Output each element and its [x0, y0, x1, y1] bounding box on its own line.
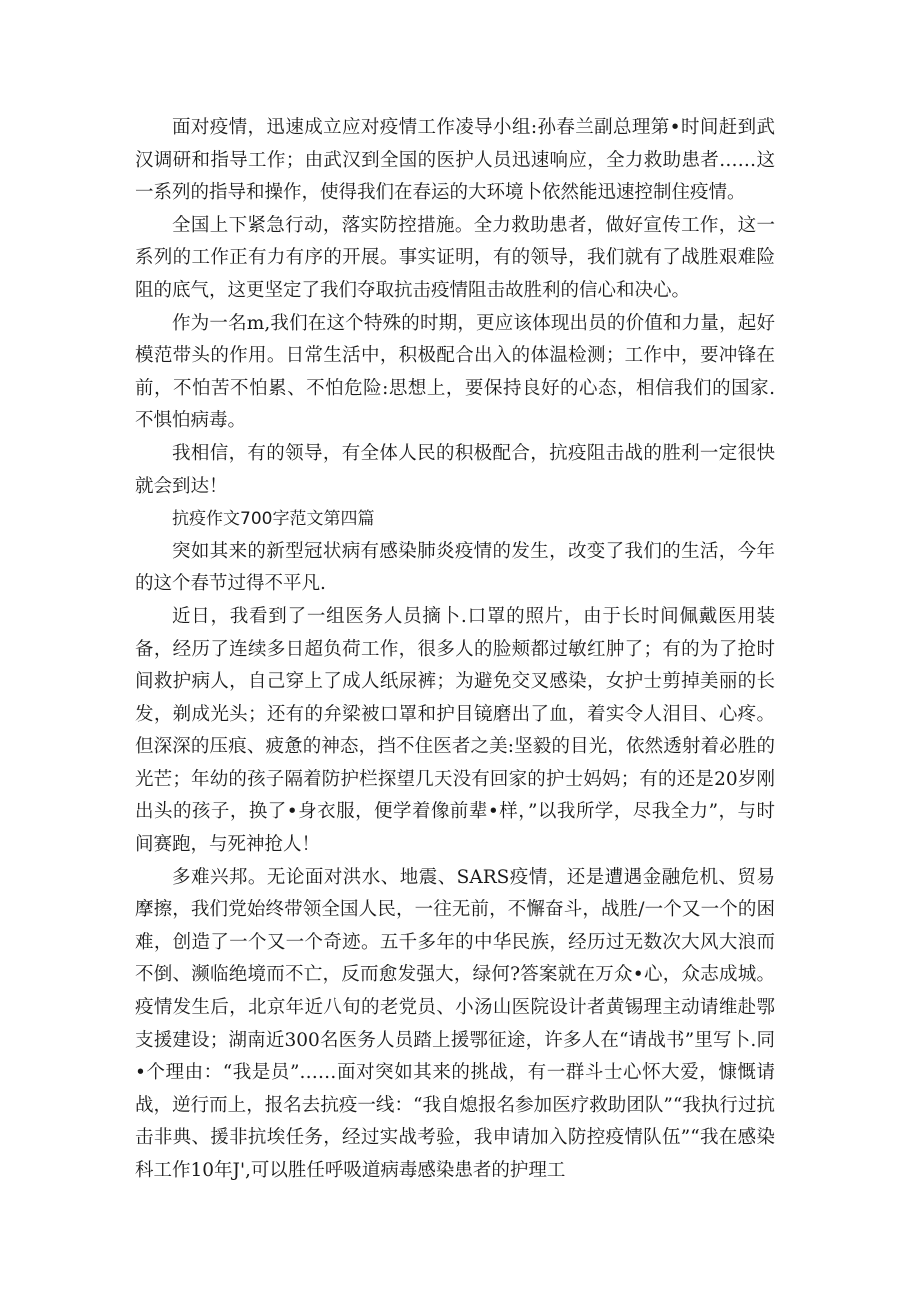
document-body: [135, 112, 775, 1188]
paragraph-member-role: 作为一名m,我们在这个特殊的时期，更应该体现出员的价值和力量，起好模范带头的作用。日常生活中，积极配合出入的体温检测；工作中，要冲锋在前，不怕苦不怕累、不怕危险:思想上，要保持良好的心态，相信我们的国家.不惧怕病毒。: [135, 312, 775, 432]
paragraph-resilience: 多难兴邦。无论面对洪水、地震、SARS疫情，还是遭遇金融危机、贸易摩擦，我们党始终带领全国人民，一往无前，不懈奋斗，战胜/一个又一个的困难，创造了一个又一个奇迹。五千多年的中华民族，经历过无数次大风大浪而不倒、濒临绝境而不亡，反而愈发强大，绿何?答案就在万众•心，众志成城。疫情发生后，北京年近八旬的老党员、小汤山医院设计者黄锡理主动请维赴鄂支援建设；湖南近300名医务人员踏上援鄂征途，许多人在“请战书”里写卜.同•个理由：“我是员”……面对突如其来的挑战，有一群斗士心怀大爱，慷慨请战，逆行而上，报名去抗疫一线：“我自熄报名参加医疗救助团队”“我执行过抗击非典、援非抗埃任务，经过实战考验，我申请加入防控疫情队伍”“我在感染科工作10年J',可以胜任呼吸道病毒感染患者的护理工: [135, 866, 775, 1181]
paragraph-belief: 我相信，有的领导，有全体人民的积极配合，抗疫阻击战的胜利一定很快就会到达！: [135, 442, 775, 497]
paragraph-outbreak: 突如其来的新型冠状病有感染肺炎疫情的发生，改变了我们的生活，今年的这个春节过得不平凡.: [135, 540, 775, 595]
section-heading: 抗疫作文700字范文第四篇: [172, 509, 375, 530]
paragraph-national-action: 全国上下紧急行动，落实防控措施。全力救助患者，做好宣传工作，这一系列的工作正有力有序的开展。事实证明，有的领导，我们就有了战胜艰难险阻的底气，这更坚定了我们夺取抗击疫情阻击故胜利的信心和决心。: [135, 214, 775, 301]
paragraph-medical-staff: 近日，我看到了一组医务人员摘卜.口罩的照片，由于长时间佩戴医用装备，经历了连续多日超负荷工作，很多人的脸颊都过敏红肿了；有的为了抢时间救护病人，自己穿上了成人纸尿裤；为避免交叉感染，女护士剪掉美丽的长发，剃成光头；还有的弁梁被口罩和护目镜磨出了血，着实令人泪目、心疼。但深深的压痕、疲惫的神态，挡不住医者之美:坚毅的目光，依然透射着必胜的光芒；年幼的孩子隔着防护栏探望几天没有回家的护士妈妈；有的还是20岁刚出头的孩子，换了•身衣服，便学着像前辈•样，”以我所学，尽我全力”，与时间赛跑，与死神抢人！: [135, 605, 775, 856]
paragraph-leadership-group: 面对疫情，迅速成立应对疫情工作凌导小组:孙春兰副总理第•时间赶到武汉调研和指导工作；由武汉到全国的医护人员迅速响应，全力救助患者……这一系列的指导和操作，使得我们在春运的大环境卜依然能迅速控制住疫情。: [135, 117, 775, 204]
